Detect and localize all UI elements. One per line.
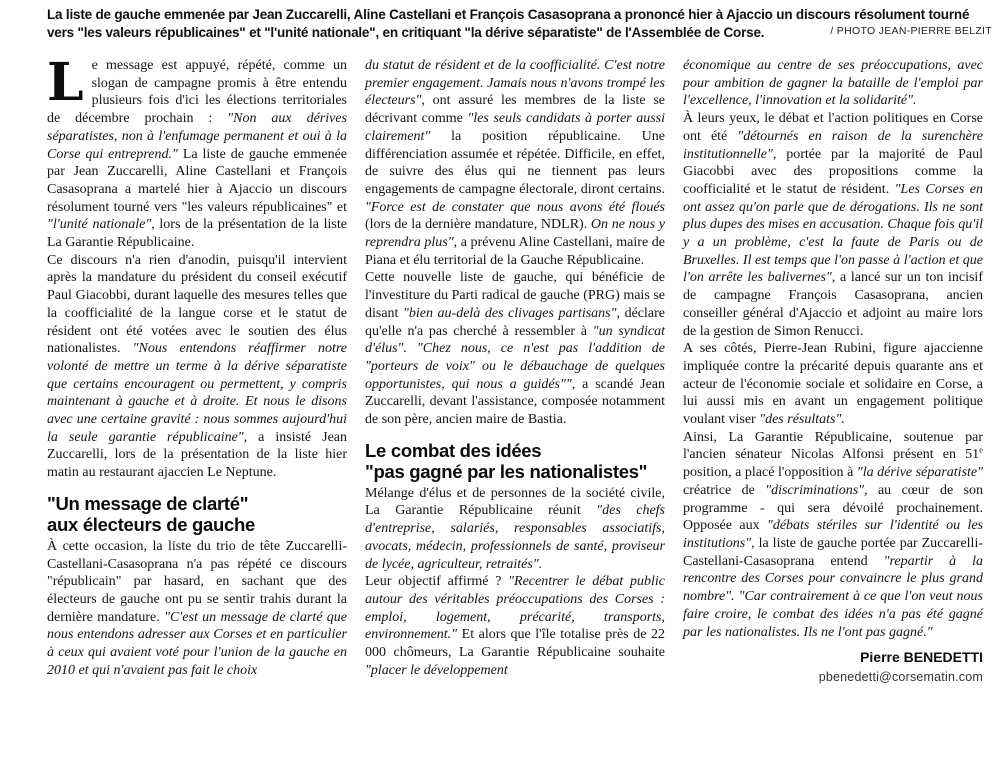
- byline-email: pbenedetti@corsematin.com: [818, 669, 983, 684]
- quote-text: "débats stériles sur l'identité ou les institutions": [683, 518, 983, 551]
- body-text: Ainsi, La Garantie Républicaine, soutenue par l'ancien sénateur Nicolas Alfonsi présent en 51: [683, 429, 983, 463]
- paragraph: [47, 252, 347, 482]
- quote-text: "Nous entendons réaffirmer notre volonté de mettre un terme à la dérive séparatiste que certains encouragent ou permettent, y compris maintenant à gauche et à droite. Et nous le disons avec une certaine gravité : nous sommes aujourd'hui la seule garantie républicaine": [47, 341, 347, 445]
- byline: [683, 649, 983, 686]
- paragraph: [47, 52, 348, 252]
- quote-text: On ne nous y reprendra plus": [365, 217, 665, 251]
- paragraph: [683, 57, 983, 110]
- standfirst: [47, 6, 992, 41]
- body-text: , a prévenu Aline Castellani, maire de Piana et élu territorial de la Gauche Républicaine.: [365, 235, 665, 268]
- body-text: , au cœur de son programme - qui sera dévoilé prochainement. Opposée aux: [683, 482, 983, 534]
- paragraph: [365, 57, 665, 269]
- body-text: (lors de la dernière mandature, NDLR).: [365, 217, 591, 233]
- body-text: , la liste de gauche portée par Zuccarelli-Castellani-Casasoprana entend: [683, 535, 983, 569]
- subheading: "Un message de clarté" aux électeurs de gauche: [47, 492, 256, 535]
- quote-text: "des résultats".: [759, 412, 845, 428]
- quote-text: du statut de résident et de la coofficialité. C'est notre premier engagement. Jamais nous n'avons trompé les électeurs": [365, 58, 665, 109]
- quote-text: "la dérive séparatiste": [856, 465, 984, 481]
- quote-text: "repartir à la rencontre des Corses pour convaincre le plus grand nombre". "Car contrairement à ce que l'on veut nous faire croire, le combat des idées n'a pas été gagné par les nationalistes. Ils ne l'ont pas gagné.": [683, 553, 983, 640]
- quote-text: "Les Corses en ont assez qu'on parle que de dérogations. Ils ne sont plus dupes des mises en accusation. Chaque fois qu'il y a un problème, c'est la faute de Paris ou de Bruxelles. Il est temps que l'on passe à l'action et que l'on arrête les balivernes": [683, 181, 983, 286]
- body-text: À leurs yeux, le débat et l'action politiques en Corse ont été: [683, 111, 983, 144]
- body-text: , déclare qu'elle n'a pas cherché à ressembler à: [365, 305, 665, 339]
- body-text: , a lancé sur un ton incisif de campagne François Casasoprana, ancien conseiller général d'Ajaccio et adjoint au maire lors de la gestion de Simon Renucci.: [683, 270, 983, 339]
- paragraph: [365, 485, 665, 574]
- body-text: , a insisté Jean Zuccarelli, lors de la présentation de la liste hier matin au restaurant ajaccien Le Neptune.: [47, 429, 348, 481]
- quote-text: économique au centre de ses préoccupations, avec pour ambition de gagner la bataille de l'emploi par l'excellence, l'innovation et la solidarité".: [683, 58, 983, 109]
- body-text: Et alors que l'île totalise près de 22 000 chômeurs, La Garantie Républicaine souhaite: [365, 627, 665, 661]
- quote-text: "bien au-delà des clivages partisans": [403, 305, 617, 321]
- photo-credit: / PHOTO JEAN-PIERRE BELZIT: [830, 24, 992, 37]
- body-text: e: [979, 444, 983, 455]
- body-text: , a scandé Jean Zuccarelli, devant l'assistance, composée notamment de son père, ancien maire de Bastia.: [365, 376, 666, 428]
- standfirst-text: La liste de gauche emmenée par Jean Zuccarelli, Aline Castellani et François Casasoprana a prononcé hier à Ajaccio un discours résolument tourné vers "les valeurs républicaines" et "l'unité nationale", en critiquant "la dérive séparatiste" de l'Assemblée de Corse.: [47, 7, 970, 40]
- column-3: [683, 57, 983, 775]
- paragraph: [365, 573, 665, 679]
- body-text: , lors de la présentation de la liste La Garantie Républicaine.: [47, 217, 347, 251]
- body-text: A ses côtés, Pierre-Jean Rubini, figure ajaccienne impliquée contre la précarité depuis quarante ans et acteur de l'économie sociale et solidaire en Corse, a lui aussi mis en avant un engagement politique voulant viser: [683, 341, 983, 428]
- body-text: À cette occasion, la liste du trio de tête Zuccarelli-Castellani-Casasoprana n'a pas répété ce discours "républicain" par hasard, en sachant que des électeurs de gauche ont pu se sentir trahis durant la dernière mandature.: [47, 538, 347, 625]
- quote-text: "des chefs d'entreprise, salariés, responsables associatifs, avocats, médecin, professionnels de santé, proviseur de lycée, agriculteur, retraités".: [365, 503, 665, 572]
- quote-text: "un syndicat d'élus". "Chez nous, ce n'est pas l'addition de "porteurs de voix" ou le débauchage de quelques opportunistes, qui nous a guidés"": [365, 323, 665, 392]
- paragraph: [47, 538, 347, 680]
- quote-text: "les seuls candidats à porter aussi clairement": [365, 111, 665, 144]
- body-text: Mélange d'élus et de personnes de la société civile, La Garantie Républicaine réunit: [365, 485, 665, 519]
- column-1: [47, 52, 348, 775]
- paragraph: [365, 269, 665, 428]
- quote-text: "discriminations": [765, 482, 865, 498]
- quote-text: "C'est un message de clarté que nous entendons adresser aux Corses et en particulier à ceux qui avaient voté pour l'union de la gauche en 2010 et qui n'avaient pas fait le choix: [47, 609, 347, 678]
- body-text: e message est appuyé, répété, comme un slogan de campagne promis à être entendu plusieurs fois d'ici les élections territoriales de décembre prochain :: [47, 58, 347, 127]
- body-text: Cette nouvelle liste de gauche, qui bénéficie de l'investiture du Parti radical de gauche (PRG) mais se disant: [365, 270, 665, 321]
- body-text: créatrice de: [683, 482, 766, 498]
- dropcap-letter: L: [47, 52, 84, 113]
- byline-author: Pierre BENEDETTI: [860, 649, 983, 666]
- paragraph: [683, 110, 983, 340]
- article-body: [47, 52, 984, 775]
- quote-text: "placer le développement: [365, 662, 508, 678]
- body-text: , portée par la majorité de Paul Giacobbi avec des propositions comme la coofficialité et le statut de résident.: [683, 146, 983, 197]
- column-2: [365, 57, 665, 775]
- quote-text: "l'unité nationale": [47, 217, 152, 233]
- body-text: Ce discours n'a rien d'anodin, puisqu'il intervient après la mandature du président du conseil exécutif Paul Giacobbi, durant laquelle des mesures telles que la coofficialité de la langue corse et le statut de résident ont été votées avec le soutien des élus nationalistes.: [47, 252, 347, 357]
- quote-text: "Recentrer le débat public autour des véritables préoccupations des Corses : emploi, logement, précarité, transports, environnement.": [365, 574, 665, 643]
- body-text: position, a placé l'opposition à: [683, 465, 857, 481]
- body-text: , ont assuré les membres de la liste se décrivant comme: [365, 93, 665, 127]
- body-text: La liste de gauche emmenée par Jean Zuccarelli, Aline Castellani et François Casasoprana a martelé hier à Ajaccio un discours résolument tourné vers "les valeurs républicaines" et: [47, 146, 347, 215]
- body-text: la position républicaine. Une différenciation assumée et répétée. Difficile, en effet, de suivre des élus qui ne tiennent pas leurs engagements de campagne électorale, diront certains.: [365, 128, 665, 197]
- subheading: Le combat des idées "pas gagné par les nationalistes": [365, 439, 648, 482]
- quote-text: "détournés en raison de la surenchère institutionnelle": [683, 128, 983, 162]
- quote-text: "Force est de constater que nous avons été floués: [365, 199, 665, 215]
- body-text: Leur objectif affirmé ?: [365, 574, 509, 590]
- quote-text: "Non aux dérives séparatistes, non à l'enfumage permanent et oui à la Corse qui entreprend.": [47, 111, 348, 162]
- paragraph: [683, 429, 983, 641]
- paragraph: [683, 340, 983, 429]
